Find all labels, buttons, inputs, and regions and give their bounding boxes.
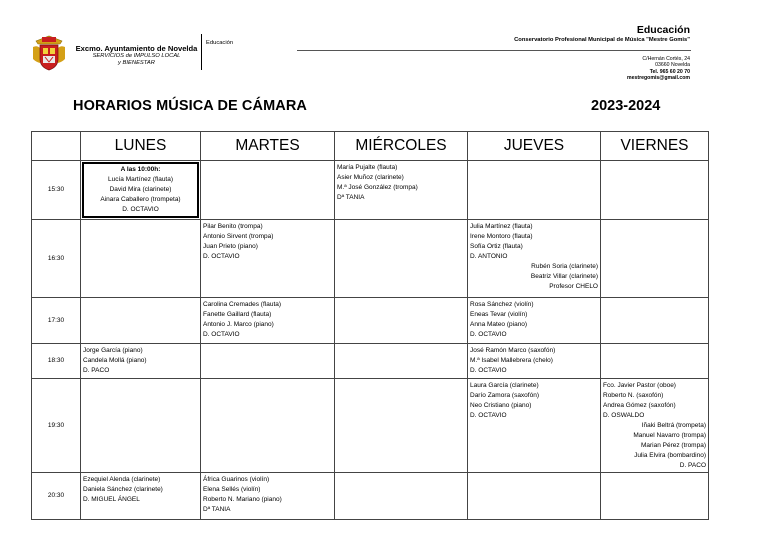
student-entry: Roberto N. Mariano (piano) bbox=[203, 496, 282, 503]
student-entry: Eneas Tevar (violín) bbox=[470, 311, 528, 318]
table-row bbox=[32, 220, 709, 298]
council-subtitle-2: y BIENESTAR bbox=[118, 60, 155, 66]
student-entry: Dª TANIA bbox=[337, 194, 365, 201]
slot-lunes bbox=[81, 298, 201, 344]
slot-jueves bbox=[468, 298, 601, 344]
slot-lunes bbox=[81, 220, 201, 298]
student-entry: Anna Mateo (piano) bbox=[470, 321, 528, 328]
student-entry: José Ramón Marco (saxofón) bbox=[470, 347, 556, 354]
slot-miercoles bbox=[335, 344, 468, 379]
phone-number: Tel. 965 60 20 70 bbox=[649, 68, 690, 75]
slot-martes bbox=[201, 220, 335, 298]
page-title: HORARIOS MÚSICA DE CÁMARA bbox=[73, 98, 307, 114]
slot-jueves bbox=[468, 379, 601, 473]
student-entry: Rosa Sánchez (violín) bbox=[470, 301, 534, 308]
student-entry: Neo Cristiano (piano) bbox=[470, 402, 532, 409]
student-entry: D. OCTAVIO bbox=[470, 412, 507, 419]
student-entry: Irene Montoro (flauta) bbox=[470, 233, 533, 240]
student-entry: D. MIGUEL ÁNGEL bbox=[83, 496, 140, 503]
student-entry: Antonio J. Marco (piano) bbox=[203, 321, 274, 328]
day-header-viernes: VIERNES bbox=[601, 132, 709, 161]
student-entry: Jorge García (piano) bbox=[83, 347, 143, 354]
student-entry: D. OCTAVIO bbox=[122, 206, 159, 213]
table-row bbox=[32, 379, 709, 473]
time-cell: 15:30 bbox=[32, 161, 81, 220]
student-entry: Candela Mollá (piano) bbox=[83, 357, 147, 364]
slot-miercoles bbox=[335, 379, 468, 473]
council-name: Excmo. Ayuntamiento de Novelda bbox=[75, 44, 198, 53]
table-row bbox=[32, 298, 709, 344]
slot-viernes bbox=[601, 161, 709, 220]
contact-block bbox=[627, 56, 690, 81]
student-entry: Lucía Martínez (flauta) bbox=[107, 176, 174, 183]
student-entry-right: Profesor CHELO bbox=[549, 283, 598, 290]
time-cell: 18:30 bbox=[32, 344, 81, 379]
student-entry: D. OSWALDO bbox=[603, 412, 645, 419]
student-entry: Ezequiel Alenda (clarinete) bbox=[83, 476, 161, 483]
student-entry: D. OCTAVIO bbox=[203, 331, 240, 338]
student-entry: Daniela Sánchez (clarinete) bbox=[83, 486, 163, 493]
slot-miercoles bbox=[335, 473, 468, 520]
student-entry: Ainara Caballero (trompeta) bbox=[100, 196, 181, 203]
slot-martes bbox=[201, 473, 335, 520]
student-entry: D. OCTAVIO bbox=[203, 253, 240, 260]
student-entry: Roberto N. (saxofón) bbox=[603, 392, 664, 399]
time-header bbox=[32, 132, 81, 161]
day-header-miercoles: MIÉRCOLES bbox=[335, 132, 468, 161]
table-row bbox=[32, 473, 709, 520]
student-entry: M.ª José González (trompa) bbox=[337, 184, 418, 191]
student-entry: África Guarinos (violín) bbox=[203, 476, 270, 483]
student-entry: D. ANTONIO bbox=[470, 253, 508, 260]
address-city: 03660 Novelda bbox=[655, 62, 690, 69]
time-cell: 20:30 bbox=[32, 473, 81, 520]
student-entry: María Pujalte (flauta) bbox=[337, 164, 398, 171]
student-entry-right: D. PACO bbox=[679, 462, 706, 469]
student-entry: Pilar Benito (trompa) bbox=[203, 223, 263, 230]
table-header-row bbox=[32, 132, 709, 161]
student-entry: Antonio Sirvent (trompa) bbox=[203, 233, 274, 240]
time-cell: 19:30 bbox=[32, 379, 81, 473]
slot-viernes bbox=[601, 344, 709, 379]
student-entry-right: Iñaki Beltrá (trompeta) bbox=[641, 422, 706, 429]
header-divider bbox=[201, 34, 202, 70]
student-entry: David Mira (clarinete) bbox=[109, 186, 172, 193]
student-entry-right: Beatriz Villar (clarinete) bbox=[530, 273, 598, 280]
group-note: A las 10:00h: bbox=[120, 166, 161, 173]
slot-miercoles bbox=[335, 161, 468, 220]
address-street: C/Hernán Cortés, 24 bbox=[642, 56, 690, 62]
student-entry: D. PACO bbox=[83, 367, 110, 374]
student-entry: Andrea Gómez (saxofón) bbox=[603, 402, 676, 409]
student-entry-right: Julia Elvira (bombardino) bbox=[634, 452, 706, 459]
slot-lunes bbox=[81, 379, 201, 473]
academic-year: 2023-2024 bbox=[591, 98, 661, 114]
slot-viernes bbox=[601, 298, 709, 344]
schedule-table bbox=[31, 131, 709, 520]
header-rule bbox=[297, 50, 691, 51]
time-cell: 17:30 bbox=[32, 298, 81, 344]
slot-jueves bbox=[468, 161, 601, 220]
student-entry-right: Rubén Soria (clarinete) bbox=[531, 263, 598, 270]
student-entry-right: Manuel Navarro (trompa) bbox=[633, 432, 706, 439]
student-entry: Sofía Ortiz (flauta) bbox=[470, 243, 523, 250]
student-entry: Julia Martínez (flauta) bbox=[470, 223, 533, 230]
student-entry: Juan Prieto (piano) bbox=[203, 243, 258, 250]
email-address: mestregomis@gmail.com bbox=[626, 74, 690, 81]
day-header-martes: MARTES bbox=[201, 132, 335, 161]
time-cell: 16:30 bbox=[32, 220, 81, 298]
slot-martes bbox=[201, 379, 335, 473]
slot-jueves bbox=[468, 220, 601, 298]
day-header-lunes: LUNES bbox=[81, 132, 201, 161]
student-entry: D. OCTAVIO bbox=[470, 367, 507, 374]
student-entry: Fanette Gaillard (flauta) bbox=[203, 311, 272, 318]
slot-jueves bbox=[468, 344, 601, 379]
student-entry: Fco. Javier Pastor (oboe) bbox=[603, 382, 676, 389]
highlighted-group bbox=[82, 162, 199, 218]
slot-martes bbox=[201, 298, 335, 344]
slot-viernes bbox=[601, 379, 709, 473]
table-row bbox=[32, 161, 709, 220]
student-entry: Elena Sellés (violín) bbox=[203, 486, 261, 493]
day-header-jueves: JUEVES bbox=[468, 132, 601, 161]
council-subtitle-1: SERVICIOS de IMPULSO LOCAL bbox=[92, 53, 181, 59]
student-entry: Dª TANIA bbox=[203, 506, 231, 513]
coat-of-arms-icon bbox=[32, 35, 66, 71]
department-label: Educación bbox=[206, 40, 234, 46]
student-entry: Darío Zamora (saxofón) bbox=[470, 392, 539, 399]
slot-jueves bbox=[468, 473, 601, 520]
slot-lunes bbox=[81, 473, 201, 520]
student-entry: Asier Muñoz (clarinete) bbox=[337, 174, 404, 181]
student-entry: Carolina Cremades (flauta) bbox=[203, 301, 282, 308]
council-block bbox=[74, 44, 199, 67]
table-row bbox=[32, 344, 709, 379]
slot-martes bbox=[201, 344, 335, 379]
student-entry: M.ª Isabel Mallebrera (chelo) bbox=[470, 357, 553, 364]
organization-title: Educación bbox=[636, 24, 690, 36]
slot-miercoles bbox=[335, 298, 468, 344]
slot-lunes bbox=[81, 344, 201, 379]
slot-viernes bbox=[601, 473, 709, 520]
slot-lunes bbox=[81, 161, 201, 220]
student-entry: D. OCTAVIO bbox=[470, 331, 507, 338]
slot-viernes bbox=[601, 220, 709, 298]
conservatory-name: Conservatorio Profesional Municipal de Música "Mestre Gomis" bbox=[514, 37, 690, 43]
slot-martes bbox=[201, 161, 335, 220]
student-entry-right: Marian Pérez (trompa) bbox=[640, 442, 706, 449]
student-entry: Laura García (clarinete) bbox=[470, 382, 539, 389]
slot-miercoles bbox=[335, 220, 468, 298]
